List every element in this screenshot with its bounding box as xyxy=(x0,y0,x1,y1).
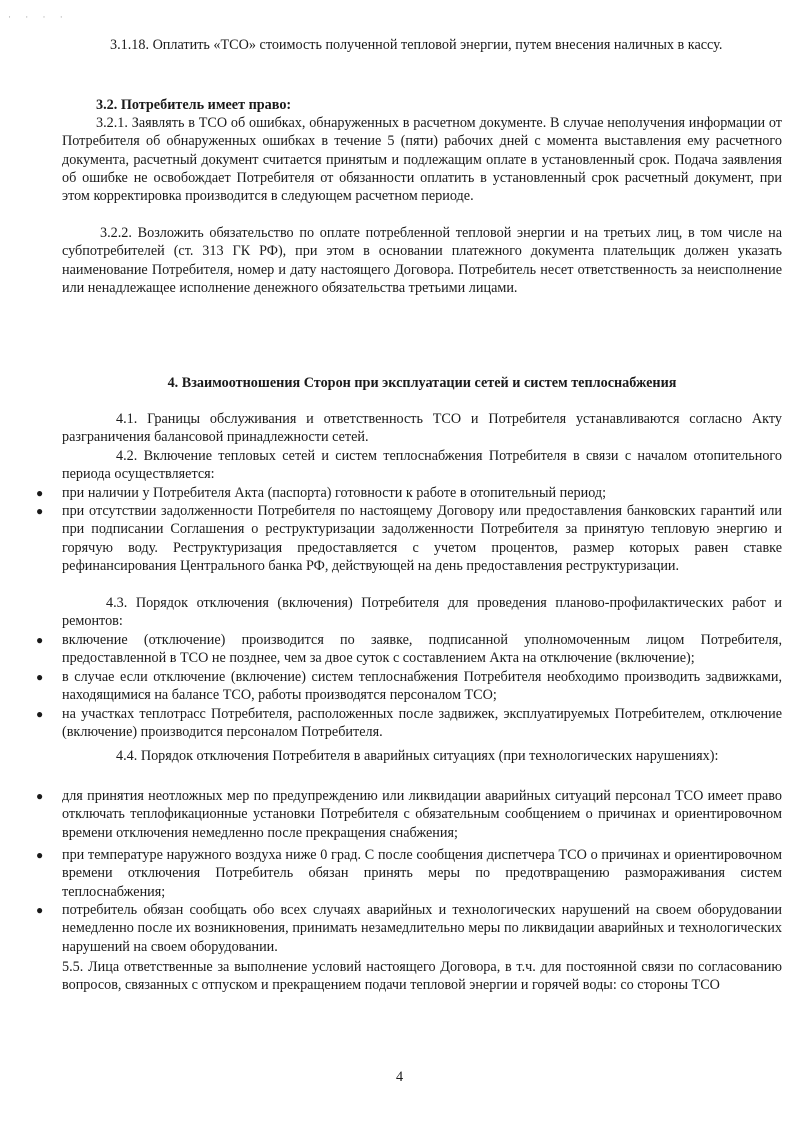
bullet-icon: ● xyxy=(36,486,44,500)
list-item-4-4-2 xyxy=(36,846,782,901)
paragraph-5-5: 5.5. Лица ответственные за выполнение условий настоящего Договора, в т.ч. для постоянной связи по согласованию вопросов, связанных с отпуском и прекращением подачи тепловой энергии и горячей воды: со стороны ТСО xyxy=(62,959,782,994)
list-item-4-2-2 xyxy=(36,502,782,575)
paragraph-4-1: 4.1. Границы обслуживания и ответственность ТСО и Потребителя устанавливаются согласно Акту разграничения балансовой принадлежности сетей. xyxy=(62,411,782,446)
scan-corner-marks: · · · · xyxy=(8,12,69,22)
paragraph-4-2: 4.2. Включение тепловых сетей и систем теплоснабжения Потребителя в связи с началом отопительного периода осуществляется: xyxy=(62,448,782,483)
bullet-icon: ● xyxy=(36,789,44,803)
list-item-text: потребитель обязан сообщать обо всех случаях аварийных и технологических нарушений на своем оборудовании немедленно после их возникновения, принимать незамедлительно меры по ликвидации аварийных и технологических нарушений на своем оборудовании. xyxy=(62,902,782,955)
paragraph-3-1-18: 3.1.18. Оплатить «ТСО» стоимость полученной тепловой энергии, путем внесения наличных в кассу. xyxy=(110,37,723,53)
paragraph-3-2-1: 3.2.1. Заявлять в ТСО об ошибках, обнаруженных в расчетном документе. В случае неполучения информации от Потребителя об обнаруженных ошибках в течение 5 (пяти) рабочих дней с момента выставления ему расчетного документа, расчетный документ считается принятым и подлежащим оплате в установленный срок. Подача заявления об ошибке не освобождает Потребителя от обязанности оплатить в установленный срок расчетный документ, при этом корректировка производится в следующем расчетном периоде. xyxy=(62,115,782,205)
list-item-4-3-3 xyxy=(36,705,782,742)
list-item-4-3-1 xyxy=(36,631,782,668)
heading-3-2: 3.2. Потребитель имеет право: xyxy=(96,97,292,113)
list-item-text: для принятия неотложных мер по предупреждению или ликвидации аварийных ситуаций персонал ТСО имеет право отключать теплофикационные установки Потребителя с обязательным сообщением о причинах и ориентировочном времени отключения немедленно после прекращения снабжения; xyxy=(62,788,782,841)
list-item-4-3-2 xyxy=(36,668,782,705)
list-item-text: при наличии у Потребителя Акта (паспорта) готовности к работе в отопительный период; xyxy=(62,485,607,501)
list-item-text: включение (отключение) производится по заявке, подписанной уполномоченным лицом Потребителя, предоставленной в ТСО не позднее, чем за двое суток с составлением Акта на отключение (включение); xyxy=(62,632,782,667)
paragraph-3-2-2: 3.2.2. Возложить обязательство по оплате потребленной тепловой энергии и на третьих лиц, в том числе на субпотребителей (ст. 313 ГК РФ), при этом в основании платежного документа плательщик должен указать наименование Потребителя, номер и дату настоящего Договора. Потребитель несет ответственность за неисполнение или ненадлежащее исполнение денежного обязательства третьими лицами. xyxy=(62,225,782,296)
list-item-4-2-1 xyxy=(36,484,782,502)
list-item-4-4-1 xyxy=(36,787,782,842)
paragraph-4-3: 4.3. Порядок отключения (включения) Потребителя для проведения планово-профилактических работ и ремонтов: xyxy=(62,595,782,630)
list-item-text: при температуре наружного воздуха ниже 0 град. С после сообщения диспетчера ТСО о причинах и ориентировочном времени отключения Потребитель обязан принять меры по предотвращению размораживания систем теплоснабжения; xyxy=(62,847,782,900)
list-item-4-4-3 xyxy=(36,901,782,956)
list-item-text: при отсутствии задолженности Потребителя по настоящему Договору или предоставления банковских гарантий или при подписании Соглашения о реструктуризации задолженности Потребителя за принятую тепловую энергию и горячую воду. Реструктуризация предоставляется с учетом процентов, размер которых равен ставке рефинансирования Центрального банка РФ, действующей на день предоставления реструктуризации. xyxy=(62,503,782,574)
list-item-text: в случае если отключение (включение) систем теплоснабжения Потребителя необходимо производить задвижками, находящимися на балансе ТСО, работы производятся персоналом ТСО; xyxy=(62,669,782,704)
bullet-icon: ● xyxy=(36,670,44,684)
paragraph-4-4: 4.4. Порядок отключения Потребителя в аварийных ситуациях (при технологических нарушениях): xyxy=(116,748,719,764)
bullet-icon: ● xyxy=(36,903,44,917)
heading-section-4: 4. Взаимоотношения Сторон при эксплуатации сетей и систем теплоснабжения xyxy=(167,375,677,391)
bullet-icon: ● xyxy=(36,707,44,721)
bullet-icon: ● xyxy=(36,504,44,518)
bullet-icon: ● xyxy=(36,633,44,647)
bullet-icon: ● xyxy=(36,848,44,862)
list-item-text: на участках теплотрасс Потребителя, расположенных после задвижек, эксплуатируемых Потребителем, отключение (включение) производится персоналом Потребителя. xyxy=(62,706,782,741)
page-number: 4 xyxy=(395,1069,404,1085)
